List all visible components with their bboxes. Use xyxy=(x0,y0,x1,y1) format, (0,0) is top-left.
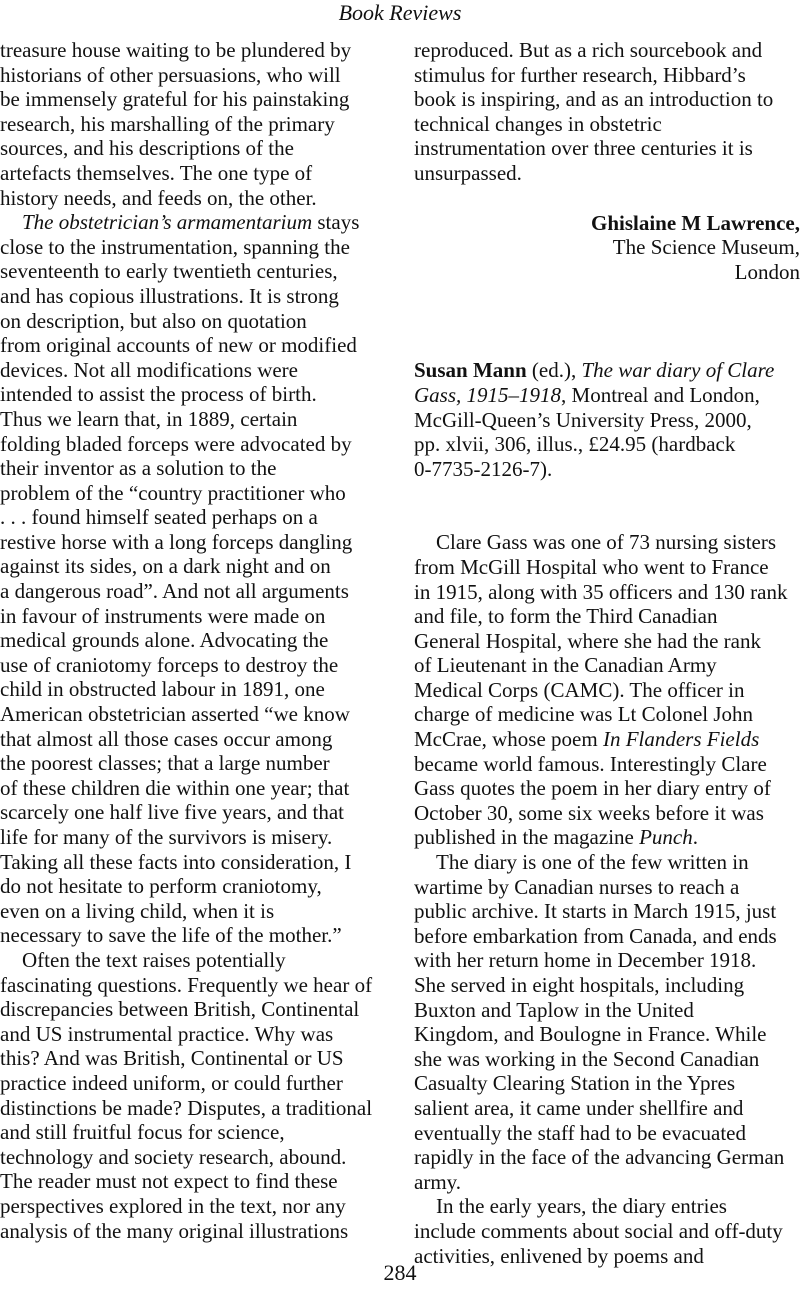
text-line: a dangerous road”. And not all arguments xyxy=(0,579,349,604)
text-line: life for many of the survivors is misery. xyxy=(0,825,333,849)
text-line: medical grounds alone. Advocating the xyxy=(0,628,329,653)
text-line: research, his marshalling of the primary xyxy=(0,111,335,136)
text-line: public archive. It starts in March 1915, just xyxy=(414,899,777,924)
text-line: practice indeed uniform, or could further xyxy=(0,1070,343,1095)
text-line: pp. xlvii, 306, illus., £24.95 (hardback xyxy=(414,432,736,457)
text-line xyxy=(414,383,800,408)
text-line: be immensely grateful for his painstaking xyxy=(0,87,350,112)
text-line: Buxton and Taplow in the United xyxy=(414,997,694,1022)
text-line: fascinating questions. Frequently we hear of xyxy=(0,972,373,997)
right-paragraph-1 xyxy=(414,38,800,186)
text-line: The reader must not expect to find these xyxy=(0,1169,338,1194)
text-line: 0-7735-2126-7). xyxy=(414,456,553,481)
text-line: She served in eight hospitals, including xyxy=(414,973,745,997)
text-line: technology and society research, abound. xyxy=(0,1144,347,1169)
right-paragraph-4 xyxy=(414,1194,800,1268)
left-paragraph-1 xyxy=(0,38,390,210)
right-paragraph-2 xyxy=(414,530,800,850)
text-line: from original accounts of new or modified xyxy=(0,333,357,358)
text-line: with her return home in December 1918. xyxy=(414,948,757,973)
text-line: history needs, and feeds on, the other. xyxy=(0,185,317,210)
page-number: 284 xyxy=(383,1260,417,1285)
text-fragment: stays xyxy=(312,210,360,235)
text-line: General Hospital, where she had the rank xyxy=(414,628,761,653)
text-line: historians of other persuasions, who will xyxy=(0,62,341,87)
text-line: book is inspiring, and as an introduction to xyxy=(414,87,774,112)
text-line: instrumentation over three centuries it is xyxy=(414,136,753,161)
text-line: October 30, some six weeks before it was xyxy=(414,800,764,825)
reviewer-institution: The Science Museum, xyxy=(612,235,800,260)
text-line: the poorest classes; that a large number xyxy=(0,751,330,776)
text-line: reproduced. But as a rich sourcebook and xyxy=(414,38,763,62)
text-fragment: . xyxy=(692,825,699,850)
text-line: do not hesitate to perform craniotomy, xyxy=(0,874,322,899)
text-line: wartime by Canadian nurses to reach a xyxy=(414,874,740,899)
text-line: and file, to form the Third Canadian xyxy=(414,604,718,629)
text-line: in favour of instruments were made on xyxy=(0,603,326,628)
citation-title: The war diary of Clare xyxy=(581,358,775,383)
text-line: activities, enlivened by poems and xyxy=(414,1243,704,1268)
citation-author: Susan Mann xyxy=(414,358,527,383)
text-line: their inventor as a solution to the xyxy=(0,456,277,481)
text-line: use of craniotomy forceps to destroy the xyxy=(0,652,339,677)
citation-title: Gass, 1915–1918 xyxy=(414,382,562,407)
reviewer-signature xyxy=(414,211,800,285)
book-citation xyxy=(414,358,800,481)
text-line: Gass quotes the poem in her diary entry of xyxy=(414,776,771,801)
reviewer-name: Ghislaine M Lawrence, xyxy=(590,210,800,235)
text-line: Often the text raises potentially xyxy=(22,947,286,972)
text-line: treasure house waiting to be plundered by xyxy=(0,38,352,62)
text-line: analysis of the many original illustrations xyxy=(0,1218,349,1243)
text-line: rapidly in the face of the advancing German xyxy=(414,1145,785,1170)
text-line xyxy=(0,210,390,235)
text-line: in 1915, along with 35 officers and 130 rank xyxy=(414,579,788,604)
text-line: before embarkation from Canada, and ends xyxy=(414,923,777,948)
text-line: necessary to save the life of the mother.” xyxy=(0,923,342,948)
text-line: of Lieutenant in the Canadian Army xyxy=(414,653,717,678)
text-line: scarcely one half live five years, and that xyxy=(0,800,345,825)
text-line: stimulus for further research, Hibbard’s xyxy=(414,62,746,87)
text-line: . . . found himself seated perhaps on a xyxy=(0,505,318,530)
text-line: from McGill Hospital who went to France xyxy=(414,554,769,579)
text-line: Thus we learn that, in 1889, certain xyxy=(0,406,298,431)
text-line: include comments about social and off-duty xyxy=(414,1218,783,1243)
text-line: became world famous. Interestingly Clare xyxy=(414,751,767,776)
book-title: The obstetrician’s armamentarium xyxy=(22,210,313,235)
text-line: close to the instrumentation, spanning the xyxy=(0,234,350,259)
text-line: of these children die within one year; that xyxy=(0,775,350,800)
text-line: sources, and his descriptions of the xyxy=(0,136,294,161)
text-line: this? And was British, Continental or US xyxy=(0,1046,344,1071)
text-line: and still fruitful focus for science, xyxy=(0,1120,285,1145)
text-line: distinctions be made? Disputes, a traditional xyxy=(0,1095,373,1120)
text-line: perspectives explored in the text, nor any xyxy=(0,1193,346,1218)
text-line xyxy=(414,727,800,752)
text-line: seventeenth to early twentieth centuries, xyxy=(0,259,338,284)
text-line: McGill-Queen’s University Press, 2000, xyxy=(414,407,752,432)
text-fragment: McCrae, whose poem xyxy=(414,727,603,752)
text-line: The diary is one of the few written in xyxy=(436,850,749,875)
text-line: artefacts themselves. The one type of xyxy=(0,160,313,185)
running-header: Book Reviews xyxy=(338,0,462,25)
reviewer-city: London xyxy=(734,259,800,284)
text-line: discrepancies between British, Continental xyxy=(0,997,360,1022)
text-line: unsurpassed. xyxy=(414,160,522,185)
text-line: she was working in the Second Canadian xyxy=(414,1046,760,1071)
text-fragment: , Montreal and London, xyxy=(561,382,760,407)
text-line: and US instrumental practice. Why was xyxy=(0,1021,334,1046)
text-line: army. xyxy=(414,1169,462,1194)
text-line: even on a living child, when it is xyxy=(0,898,275,923)
text-line xyxy=(414,825,800,850)
right-paragraph-3 xyxy=(414,850,800,1194)
magazine-title: Punch xyxy=(639,825,693,850)
text-line: charge of medicine was Lt Colonel John xyxy=(414,702,754,727)
text-fragment: (ed.), xyxy=(526,358,582,383)
text-line: Taking all these facts into consideration, I xyxy=(0,849,352,874)
text-line: devices. Not all modifications were xyxy=(0,357,298,382)
text-line: restive horse with a long forceps dangling xyxy=(0,529,353,554)
text-line: Clare Gass was one of 73 nursing sisters xyxy=(436,530,777,555)
text-line: eventually the staff had to be evacuated xyxy=(414,1120,746,1145)
text-line: salient area, it came under shellfire and xyxy=(414,1095,744,1120)
poem-title: In Flanders Fields xyxy=(602,727,760,752)
text-line: technical changes in obstetric xyxy=(414,111,662,136)
text-line: Kingdom, and Boulogne in France. While xyxy=(414,1022,767,1047)
text-line: and has copious illustrations. It is strong xyxy=(0,283,339,308)
text-line: that almost all those cases occur among xyxy=(0,726,333,751)
text-line: Medical Corps (CAMC). The officer in xyxy=(414,677,745,702)
text-line: against its sides, on a dark night and on xyxy=(0,554,331,579)
text-line: Casualty Clearing Station in the Ypres xyxy=(414,1071,735,1096)
left-paragraph-3 xyxy=(0,948,390,1243)
text-fragment: published in the magazine xyxy=(414,825,640,850)
text-line: In the early years, the diary entries xyxy=(436,1194,727,1219)
text-line xyxy=(414,358,800,383)
text-line: intended to assist the process of birth. xyxy=(0,382,317,407)
text-line: folding bladed forceps were advocated by xyxy=(0,431,352,456)
text-line: on description, but also on quotation xyxy=(0,308,307,333)
text-line: problem of the “country practitioner who xyxy=(0,480,346,505)
text-line: child in obstructed labour in 1891, one xyxy=(0,677,325,702)
right-column xyxy=(414,38,800,1268)
left-column xyxy=(0,38,390,1243)
left-paragraph-2 xyxy=(0,210,390,948)
text-line: American obstetrician asserted “we know xyxy=(0,702,350,727)
